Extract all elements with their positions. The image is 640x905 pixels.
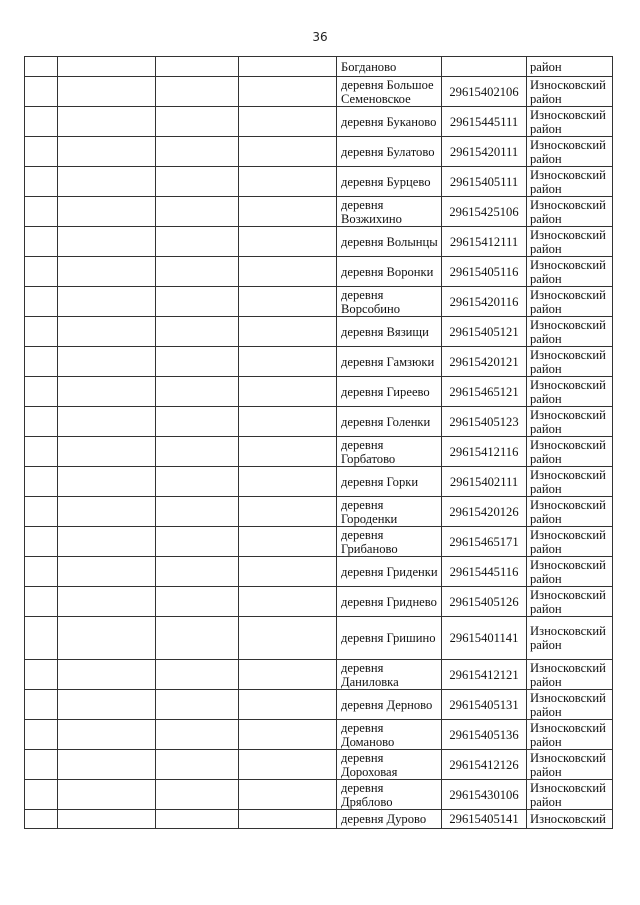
empty-cell	[25, 287, 58, 317]
district-cell: Износковский район	[527, 137, 613, 167]
table-row	[25, 720, 613, 750]
oktmo-code-cell: 29615405121	[442, 317, 527, 347]
empty-cell	[239, 750, 337, 780]
district-cell: Износковский район	[527, 347, 613, 377]
empty-cell	[239, 497, 337, 527]
table-row	[25, 467, 613, 497]
table-row	[25, 750, 613, 780]
empty-cell	[156, 77, 239, 107]
empty-cell	[25, 557, 58, 587]
empty-cell	[25, 137, 58, 167]
district-cell: Износковский район	[527, 497, 613, 527]
oktmo-code-cell: 29615420116	[442, 287, 527, 317]
settlement-name-cell: деревня Буканово	[337, 107, 442, 137]
empty-cell	[25, 437, 58, 467]
settlement-name-cell: деревня Гриденки	[337, 557, 442, 587]
district-cell: Износковский район	[527, 77, 613, 107]
empty-cell	[156, 810, 239, 829]
table-row	[25, 377, 613, 407]
oktmo-code-cell: 29615420111	[442, 137, 527, 167]
empty-cell	[239, 227, 337, 257]
empty-cell	[58, 287, 156, 317]
empty-cell	[58, 750, 156, 780]
oktmo-code-cell: 29615445116	[442, 557, 527, 587]
table-row	[25, 57, 613, 77]
oktmo-code-cell: 29615412126	[442, 750, 527, 780]
oktmo-code-cell: 29615405111	[442, 167, 527, 197]
oktmo-code-cell: 29615420121	[442, 347, 527, 377]
empty-cell	[58, 437, 156, 467]
district-cell: Износковский район	[527, 437, 613, 467]
empty-cell	[156, 137, 239, 167]
table-row	[25, 527, 613, 557]
settlement-name-cell: деревня Грибаново	[337, 527, 442, 557]
district-cell: Износковский район	[527, 617, 613, 660]
settlement-name-cell: деревня Воронки	[337, 257, 442, 287]
empty-cell	[25, 690, 58, 720]
settlement-name-cell: деревня Городенки	[337, 497, 442, 527]
empty-cell	[25, 77, 58, 107]
empty-cell	[156, 107, 239, 137]
empty-cell	[156, 750, 239, 780]
empty-cell	[25, 407, 58, 437]
settlement-name-cell: деревня Горки	[337, 467, 442, 497]
district-cell: Износковский район	[527, 407, 613, 437]
table-row	[25, 257, 613, 287]
empty-cell	[239, 137, 337, 167]
table-row	[25, 780, 613, 810]
empty-cell	[58, 617, 156, 660]
empty-cell	[239, 347, 337, 377]
settlement-name-cell: деревня Бурцево	[337, 167, 442, 197]
district-cell: Износковский	[527, 810, 613, 829]
settlement-name-cell: деревня Гиреево	[337, 377, 442, 407]
empty-cell	[25, 107, 58, 137]
table-row	[25, 317, 613, 347]
oktmo-code-cell: 29615420126	[442, 497, 527, 527]
oktmo-code-cell: 29615412111	[442, 227, 527, 257]
empty-cell	[156, 227, 239, 257]
empty-cell	[239, 407, 337, 437]
settlement-name-cell: деревня Большое Семеновское	[337, 77, 442, 107]
table-row	[25, 660, 613, 690]
empty-cell	[58, 377, 156, 407]
empty-cell	[58, 167, 156, 197]
settlement-name-cell: деревня Волынцы	[337, 227, 442, 257]
empty-cell	[239, 810, 337, 829]
empty-cell	[25, 527, 58, 557]
settlement-name-cell: деревня Дурово	[337, 810, 442, 829]
table-row	[25, 587, 613, 617]
empty-cell	[58, 780, 156, 810]
oktmo-code-cell: 29615405123	[442, 407, 527, 437]
settlement-name-cell: деревня Горбатово	[337, 437, 442, 467]
district-cell: район	[527, 57, 613, 77]
settlement-name-cell: деревня Доманово	[337, 720, 442, 750]
oktmo-code-cell: 29615405116	[442, 257, 527, 287]
empty-cell	[25, 780, 58, 810]
empty-cell	[156, 167, 239, 197]
empty-cell	[58, 690, 156, 720]
table-row	[25, 690, 613, 720]
empty-cell	[239, 557, 337, 587]
empty-cell	[25, 660, 58, 690]
empty-cell	[156, 347, 239, 377]
table-row	[25, 167, 613, 197]
empty-cell	[25, 317, 58, 347]
settlement-name-cell: деревня Дерново	[337, 690, 442, 720]
district-cell: Износковский район	[527, 287, 613, 317]
empty-cell	[239, 317, 337, 347]
oktmo-code-cell: 29615465121	[442, 377, 527, 407]
oktmo-code-cell: 29615412116	[442, 437, 527, 467]
empty-cell	[239, 690, 337, 720]
oktmo-code-cell	[442, 57, 527, 77]
settlement-name-cell: деревня Дряблово	[337, 780, 442, 810]
table-row	[25, 407, 613, 437]
empty-cell	[156, 57, 239, 77]
empty-cell	[58, 347, 156, 377]
table-row	[25, 557, 613, 587]
empty-cell	[25, 750, 58, 780]
settlement-name-cell: деревня Голенки	[337, 407, 442, 437]
district-cell: Износковский район	[527, 467, 613, 497]
empty-cell	[156, 407, 239, 437]
empty-cell	[239, 167, 337, 197]
settlement-name-cell: деревня Гриднево	[337, 587, 442, 617]
district-cell: Износковский район	[527, 660, 613, 690]
district-cell: Износковский район	[527, 690, 613, 720]
empty-cell	[239, 377, 337, 407]
empty-cell	[58, 497, 156, 527]
empty-cell	[239, 107, 337, 137]
oktmo-code-cell: 29615401141	[442, 617, 527, 660]
empty-cell	[25, 227, 58, 257]
settlement-name-cell: деревня Ворсобино	[337, 287, 442, 317]
empty-cell	[156, 690, 239, 720]
empty-cell	[58, 407, 156, 437]
table-row	[25, 810, 613, 829]
district-cell: Износковский район	[527, 750, 613, 780]
table-row	[25, 437, 613, 467]
empty-cell	[58, 557, 156, 587]
empty-cell	[156, 317, 239, 347]
empty-cell	[58, 467, 156, 497]
empty-cell	[156, 587, 239, 617]
table-row	[25, 497, 613, 527]
settlement-name-cell: деревня Гришино	[337, 617, 442, 660]
table-row	[25, 77, 613, 107]
settlement-name-cell: Богданово	[337, 57, 442, 77]
empty-cell	[239, 467, 337, 497]
empty-cell	[25, 587, 58, 617]
oktmo-code-cell: 29615465171	[442, 527, 527, 557]
empty-cell	[58, 57, 156, 77]
empty-cell	[156, 720, 239, 750]
empty-cell	[156, 257, 239, 287]
oktmo-code-cell: 29615430106	[442, 780, 527, 810]
oktmo-code-cell: 29615405141	[442, 810, 527, 829]
empty-cell	[239, 660, 337, 690]
district-cell: Износковский район	[527, 257, 613, 287]
oktmo-code-cell: 29615402111	[442, 467, 527, 497]
district-cell: Износковский район	[527, 527, 613, 557]
oktmo-code-cell: 29615402106	[442, 77, 527, 107]
empty-cell	[58, 257, 156, 287]
empty-cell	[58, 77, 156, 107]
page-number: 36	[312, 30, 328, 44]
empty-cell	[25, 497, 58, 527]
empty-cell	[239, 77, 337, 107]
district-cell: Износковский район	[527, 720, 613, 750]
district-cell: Износковский район	[527, 227, 613, 257]
empty-cell	[25, 57, 58, 77]
empty-cell	[156, 197, 239, 227]
empty-cell	[58, 197, 156, 227]
empty-cell	[25, 810, 58, 829]
empty-cell	[156, 287, 239, 317]
empty-cell	[156, 527, 239, 557]
district-cell: Износковский район	[527, 197, 613, 227]
empty-cell	[156, 377, 239, 407]
empty-cell	[156, 557, 239, 587]
settlements-table	[24, 56, 613, 829]
empty-cell	[156, 660, 239, 690]
oktmo-code-cell: 29615405126	[442, 587, 527, 617]
empty-cell	[58, 660, 156, 690]
empty-cell	[156, 617, 239, 660]
empty-cell	[156, 437, 239, 467]
empty-cell	[239, 587, 337, 617]
settlement-name-cell: деревня Булатово	[337, 137, 442, 167]
empty-cell	[239, 197, 337, 227]
table-row	[25, 347, 613, 377]
empty-cell	[58, 810, 156, 829]
settlement-name-cell: деревня Возжихино	[337, 197, 442, 227]
district-cell: Износковский район	[527, 167, 613, 197]
table-row	[25, 137, 613, 167]
empty-cell	[25, 257, 58, 287]
settlement-name-cell: деревня Дороховая	[337, 750, 442, 780]
empty-cell	[239, 720, 337, 750]
table-row	[25, 197, 613, 227]
district-cell: Износковский район	[527, 377, 613, 407]
district-cell: Износковский район	[527, 107, 613, 137]
empty-cell	[58, 107, 156, 137]
district-cell: Износковский район	[527, 587, 613, 617]
table-body	[25, 57, 613, 829]
table-row	[25, 227, 613, 257]
table-row	[25, 107, 613, 137]
empty-cell	[239, 780, 337, 810]
empty-cell	[239, 527, 337, 557]
empty-cell	[239, 287, 337, 317]
empty-cell	[156, 780, 239, 810]
settlement-name-cell: деревня Даниловка	[337, 660, 442, 690]
empty-cell	[239, 257, 337, 287]
empty-cell	[239, 57, 337, 77]
table-row	[25, 617, 613, 660]
empty-cell	[58, 720, 156, 750]
empty-cell	[25, 167, 58, 197]
empty-cell	[58, 227, 156, 257]
district-cell: Износковский район	[527, 780, 613, 810]
oktmo-code-cell: 29615405131	[442, 690, 527, 720]
empty-cell	[239, 617, 337, 660]
oktmo-code-cell: 29615412121	[442, 660, 527, 690]
empty-cell	[25, 720, 58, 750]
empty-cell	[239, 437, 337, 467]
empty-cell	[25, 377, 58, 407]
empty-cell	[156, 497, 239, 527]
empty-cell	[156, 467, 239, 497]
table-row	[25, 287, 613, 317]
empty-cell	[58, 137, 156, 167]
oktmo-code-cell: 29615425106	[442, 197, 527, 227]
empty-cell	[58, 587, 156, 617]
district-cell: Износковский район	[527, 557, 613, 587]
empty-cell	[25, 347, 58, 377]
empty-cell	[58, 527, 156, 557]
empty-cell	[25, 197, 58, 227]
oktmo-code-cell: 29615405136	[442, 720, 527, 750]
oktmo-code-cell: 29615445111	[442, 107, 527, 137]
settlement-name-cell: деревня Гамзюки	[337, 347, 442, 377]
empty-cell	[25, 617, 58, 660]
empty-cell	[25, 467, 58, 497]
settlement-name-cell: деревня Вязищи	[337, 317, 442, 347]
empty-cell	[58, 317, 156, 347]
district-cell: Износковский район	[527, 317, 613, 347]
